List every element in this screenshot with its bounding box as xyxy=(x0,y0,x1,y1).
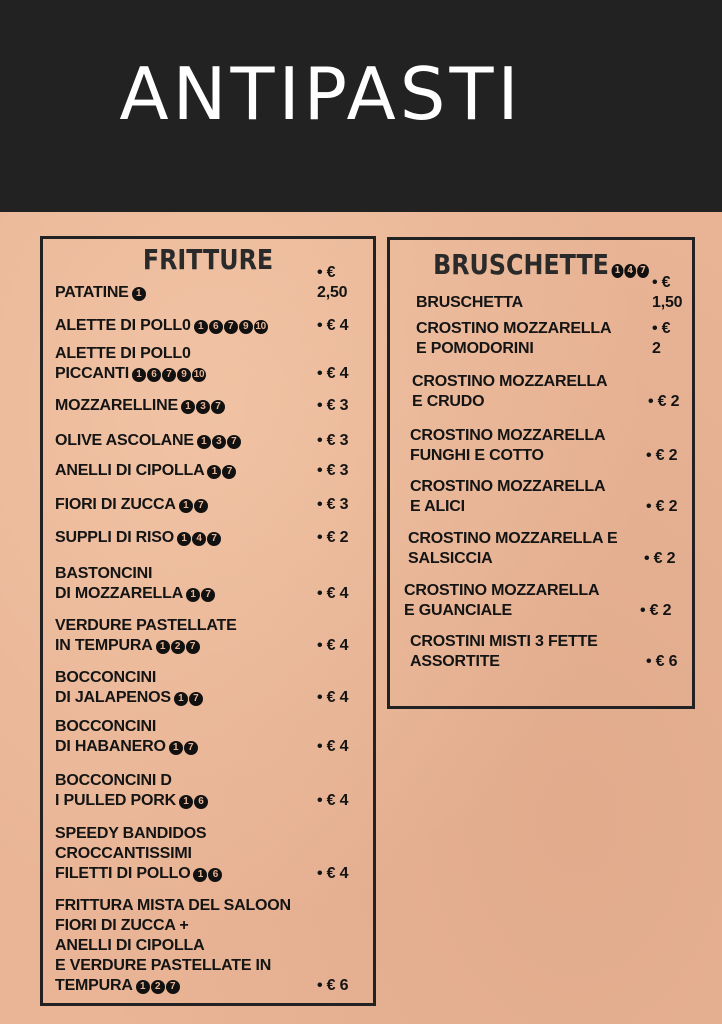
allergen-7-icon: 7 xyxy=(186,640,200,654)
item-name xyxy=(410,632,660,672)
allergen-7-icon: 7 xyxy=(189,692,203,706)
item-name xyxy=(55,344,305,384)
menu-item xyxy=(55,461,361,481)
item-price: • € 2 xyxy=(646,447,678,464)
menu-item xyxy=(55,824,361,884)
item-name-text: CROSTINO MOZZARELLA E GUANCIALE xyxy=(404,582,600,619)
allergen-6-icon: 6 xyxy=(194,795,208,809)
item-name xyxy=(55,717,305,757)
page-header xyxy=(0,0,722,212)
item-name-text: ANELLI DI CIPOLLA xyxy=(55,462,205,479)
item-price: • € 4 xyxy=(317,738,349,755)
menu-item xyxy=(55,264,361,303)
allergen-4-icon: 4 xyxy=(192,532,206,546)
item-name xyxy=(416,293,666,313)
item-name xyxy=(412,372,662,412)
item-price: • € 3 xyxy=(317,496,349,513)
allergen-10-icon: 10 xyxy=(255,321,267,332)
item-name-text: SUPPLI DI RISO xyxy=(55,529,174,546)
item-name-text: PATATINE xyxy=(55,284,129,301)
allergen-1-icon: 1 xyxy=(156,640,170,654)
allergen-icons xyxy=(186,588,215,602)
menu-item xyxy=(55,771,361,811)
menu-item xyxy=(412,372,680,412)
item-price: • € 2 xyxy=(317,529,349,546)
menu-item xyxy=(55,495,361,515)
allergen-7-icon: 7 xyxy=(211,400,225,414)
allergen-9-icon: 9 xyxy=(177,368,191,382)
menu-item xyxy=(55,668,361,708)
item-price: • € 4 xyxy=(317,637,349,654)
page-title: ANTIPASTI xyxy=(119,52,523,136)
fritture-section xyxy=(40,236,376,1006)
item-name-text: BOCCONCINI D I PULLED PORK xyxy=(55,772,176,809)
item-price: • € 3 xyxy=(317,432,349,449)
item-name xyxy=(55,316,305,336)
item-price: • € 2,50 xyxy=(317,264,348,301)
allergen-icons xyxy=(132,287,146,301)
allergen-icons xyxy=(132,368,206,382)
item-name-text: CROSTINO MOZZARELLA E ALICI xyxy=(410,478,606,515)
menu-item xyxy=(404,581,680,621)
allergen-1-icon: 1 xyxy=(132,287,146,301)
item-name-text: OLIVE ASCOLANE xyxy=(55,432,194,449)
allergen-1-icon: 1 xyxy=(181,400,195,414)
item-price: • € 4 xyxy=(317,865,349,882)
allergen-7-icon: 7 xyxy=(184,741,198,755)
menu-item xyxy=(55,316,361,336)
allergen-1-icon: 1 xyxy=(169,741,183,755)
item-name xyxy=(404,581,654,621)
allergen-1-icon: 1 xyxy=(194,320,208,334)
item-name-text: BASTONCINI DI MOZZARELLA xyxy=(55,565,184,602)
fritture-title: FRITTURE xyxy=(142,243,274,276)
item-name-text: CROSTINO MOZZARELLA FUNGHI E COTTO xyxy=(410,427,606,464)
menu-item xyxy=(55,616,361,656)
allergen-10-icon: 10 xyxy=(193,369,205,380)
allergen-icons xyxy=(207,465,236,479)
item-price: • € 2 xyxy=(646,498,678,515)
item-name-text: MOZZARELLINE xyxy=(55,397,178,414)
item-price: • € 6 xyxy=(317,977,349,994)
menu-item xyxy=(408,529,680,569)
allergen-7-icon: 7 xyxy=(194,499,208,513)
menu-item xyxy=(55,528,361,548)
allergen-icons xyxy=(181,400,225,414)
item-name xyxy=(55,824,305,884)
menu-item xyxy=(410,477,680,517)
menu-item xyxy=(55,717,361,757)
item-name xyxy=(55,668,305,708)
item-name-text: CROSTINI MISTI 3 FETTE ASSORTITE xyxy=(410,633,598,670)
item-name xyxy=(55,461,305,481)
item-name xyxy=(55,431,305,451)
item-price: • € 4 xyxy=(317,585,349,602)
item-name xyxy=(55,396,305,416)
item-name xyxy=(410,477,660,517)
item-name xyxy=(408,529,658,569)
item-name-text: BRUSCHETTA xyxy=(416,294,524,311)
item-name xyxy=(55,616,305,656)
item-name-text: CROSTINO MOZZARELLA E POMODORINI xyxy=(416,320,612,357)
allergen-7-icon: 7 xyxy=(222,465,236,479)
allergen-1-icon: 1 xyxy=(174,692,188,706)
item-name xyxy=(410,426,660,466)
item-price: • € 4 xyxy=(317,365,349,382)
item-price: • € 4 xyxy=(317,689,349,706)
menu-item xyxy=(55,396,361,416)
item-price: • € 2 xyxy=(648,393,680,410)
allergen-7-icon: 7 xyxy=(166,980,180,994)
allergen-9-icon: 9 xyxy=(239,320,253,334)
menu-item xyxy=(55,896,361,996)
allergen-1-icon: 1 xyxy=(136,980,150,994)
allergen-icons xyxy=(174,692,203,706)
item-price: • € 4 xyxy=(317,792,349,809)
item-name-text: VERDURE PASTELLATE IN TEMPURA xyxy=(55,617,237,654)
allergen-6-icon: 6 xyxy=(209,320,223,334)
item-name-text: FIORI DI ZUCCA xyxy=(55,496,176,513)
bruschette-title xyxy=(413,248,670,281)
allergen-1-icon: 1 xyxy=(193,868,207,882)
allergen-icons xyxy=(177,532,221,546)
item-price: • € 6 xyxy=(646,653,678,670)
item-name xyxy=(55,528,305,548)
allergen-icons xyxy=(611,264,648,278)
allergen-1-icon: 1 xyxy=(132,368,146,382)
allergen-6-icon: 6 xyxy=(208,868,222,882)
item-name xyxy=(55,896,305,996)
item-name-text: FRITTURA MISTA DEL SALOON FIORI DI ZUCCA + ANELLI DI CIPOLLA E VERDURE PASTELLATE IN TEMPURA xyxy=(55,897,291,994)
allergen-icons xyxy=(156,640,200,654)
item-name-text: ALETTE DI POLL0 PICCANTI xyxy=(55,345,191,382)
allergen-icons xyxy=(197,435,241,449)
allergen-2-icon: 2 xyxy=(171,640,185,654)
menu-item xyxy=(410,632,680,672)
item-name xyxy=(416,319,666,359)
allergen-7-icon: 7 xyxy=(207,532,221,546)
allergen-1-icon: 1 xyxy=(179,499,193,513)
allergen-3-icon: 3 xyxy=(196,400,210,414)
allergen-1-icon: 1 xyxy=(179,795,193,809)
item-price: • € 3 xyxy=(317,462,349,479)
allergen-1-icon: 1 xyxy=(186,588,200,602)
bruschette-section xyxy=(387,237,695,709)
item-price: • € 2 xyxy=(652,320,671,357)
item-price: • € 2 xyxy=(640,602,672,619)
bruschette-title-text: BRUSCHETTE xyxy=(433,248,609,281)
allergen-1-icon: 1 xyxy=(611,264,623,278)
allergen-7-icon: 7 xyxy=(227,435,241,449)
item-name-text: CROSTINO MOZZARELLA E CRUDO xyxy=(412,373,608,410)
allergen-7-icon: 7 xyxy=(224,320,238,334)
item-name xyxy=(55,495,305,515)
allergen-7-icon: 7 xyxy=(162,368,176,382)
item-name-text: BOCCONCINI DI HABANERO xyxy=(55,718,166,755)
allergen-7-icon: 7 xyxy=(201,588,215,602)
item-price: • € 2 xyxy=(644,550,676,567)
item-price: • € 1,50 xyxy=(652,274,683,311)
menu-item xyxy=(55,564,361,604)
allergen-7-icon: 7 xyxy=(637,264,649,278)
item-price: • € 4 xyxy=(317,317,349,334)
allergen-3-icon: 3 xyxy=(212,435,226,449)
menu-item xyxy=(410,426,680,466)
item-name-text: CROSTINO MOZZARELLA E SALSICCIA xyxy=(408,530,618,567)
menu-item xyxy=(416,319,680,359)
menu-item xyxy=(55,431,361,451)
allergen-2-icon: 2 xyxy=(151,980,165,994)
allergen-icons xyxy=(179,499,208,513)
item-price: • € 3 xyxy=(317,397,349,414)
allergen-6-icon: 6 xyxy=(147,368,161,382)
item-name xyxy=(55,283,305,303)
allergen-icons xyxy=(136,980,180,994)
allergen-1-icon: 1 xyxy=(197,435,211,449)
allergen-1-icon: 1 xyxy=(207,465,221,479)
item-name-text: ALETTE DI POLL0 xyxy=(55,317,191,334)
allergen-4-icon: 4 xyxy=(624,264,636,278)
allergen-icons xyxy=(193,868,222,882)
item-name xyxy=(55,771,305,811)
menu-item xyxy=(416,274,683,313)
item-name xyxy=(55,564,305,604)
allergen-icons xyxy=(179,795,208,809)
item-name-text: BOCCONCINI DI JALAPENOS xyxy=(55,669,171,706)
allergen-icons xyxy=(169,741,198,755)
menu-item xyxy=(55,344,361,384)
allergen-1-icon: 1 xyxy=(177,532,191,546)
item-name-text: SPEEDY BANDIDOS CROCCANTISSIMI FILETTI DI POLLO xyxy=(55,825,207,882)
allergen-icons xyxy=(194,320,268,334)
